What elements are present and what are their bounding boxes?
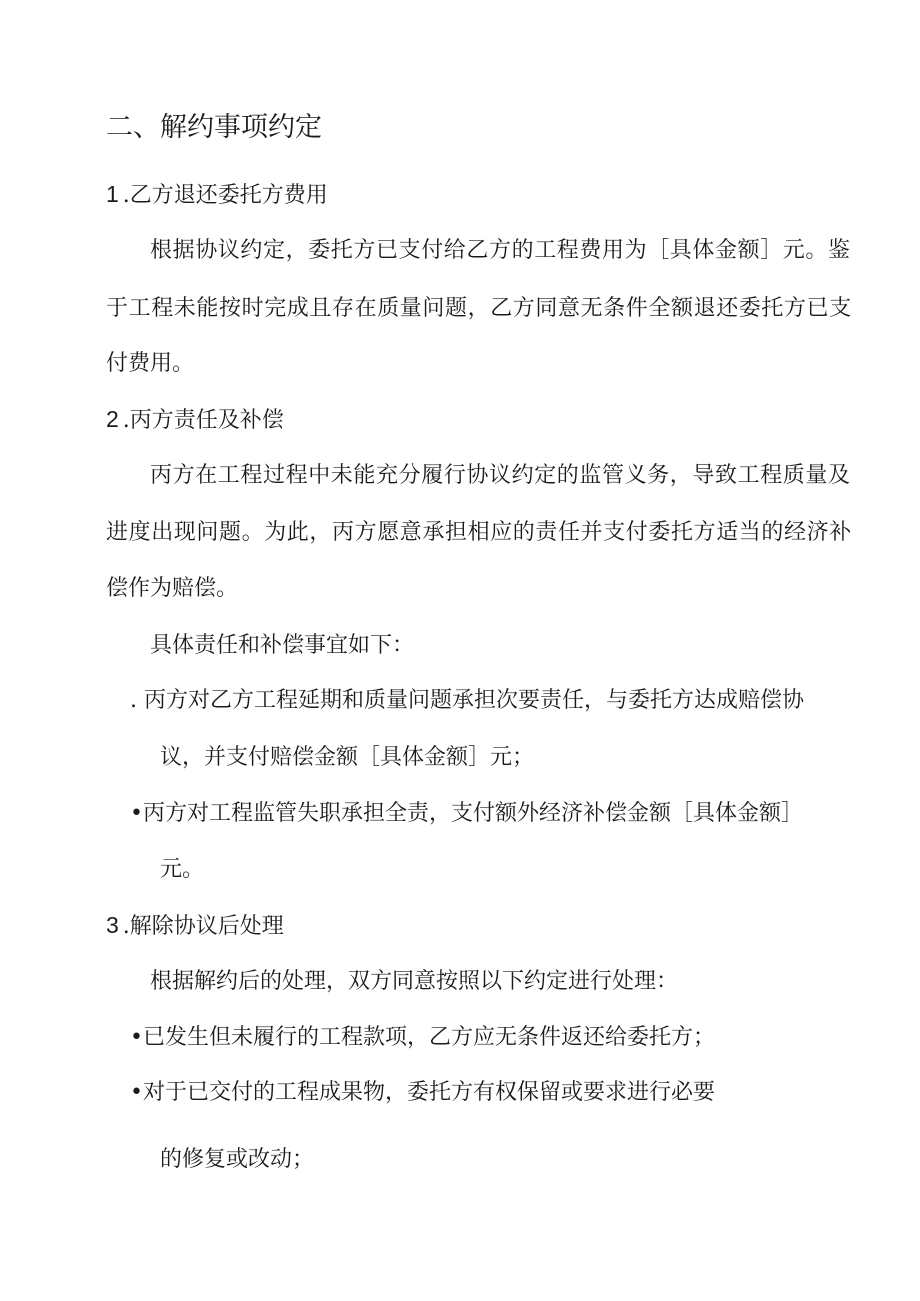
item-1-paragraph-line-1: 根据协议约定，委托方已支付给乙方的工程费用为［具体金额］元。鉴 — [150, 238, 851, 263]
item-3-number: 3 — [106, 912, 119, 938]
item-2-bullet-1-line-2: 议，并支付赔偿金额［具体金额］元； — [160, 745, 535, 770]
item-3-heading-text: .解除协议后处理 — [122, 914, 284, 939]
item-2-heading — [106, 404, 284, 436]
section-title: 二、解约事项约定 — [106, 112, 322, 143]
item-3-heading — [106, 910, 284, 942]
item-2-bullet-1-line-1: . 丙方对乙方工程延期和质量问题承担次要责任，与委托方达成赔偿协 — [130, 688, 804, 713]
item-1-heading-text: .乙方退还委托方费用 — [122, 183, 328, 208]
item-2-paragraph-line-2: 进度出现问题。为此，丙方愿意承担相应的责任并支付委托方适当的经济补 — [106, 520, 852, 545]
item-1-number: 1 — [106, 181, 119, 207]
item-3-intro: 根据解约后的处理，双方同意按照以下约定进行处理： — [150, 969, 679, 994]
item-2-heading-text: .丙方责任及补偿 — [122, 408, 284, 433]
item-3-bullet-2-line-1: •对于已交付的工程成果物，委托方有权保留或要求进行必要 — [130, 1080, 715, 1105]
item-2-paragraph-line-1: 丙方在工程过程中未能充分履行协议约定的监管义务，导致工程质量及 — [150, 463, 851, 488]
item-1-paragraph-line-2: 于工程未能按时完成且存在质量问题，乙方同意无条件全额退还委托方已支 — [106, 296, 852, 321]
item-2-number: 2 — [106, 406, 119, 432]
item-1-paragraph-line-3: 付费用。 — [106, 351, 195, 376]
item-2-bullet-2-line-1: •丙方对工程监管失职承担全责，支付额外经济补偿金额［具体金额］ — [130, 801, 803, 826]
item-3-bullet-1-line-1: •已发生但未履行的工程款项，乙方应无条件返还给委托方； — [130, 1025, 715, 1050]
item-1-heading — [106, 179, 328, 211]
item-2-paragraph-line-3: 偿作为赔偿。 — [106, 576, 239, 601]
item-2-intro: 具体责任和补偿事宜如下： — [150, 633, 415, 658]
item-3-bullet-2-line-2: 的修复或改动； — [160, 1147, 315, 1172]
item-2-bullet-2-line-2: 元。 — [160, 857, 205, 882]
